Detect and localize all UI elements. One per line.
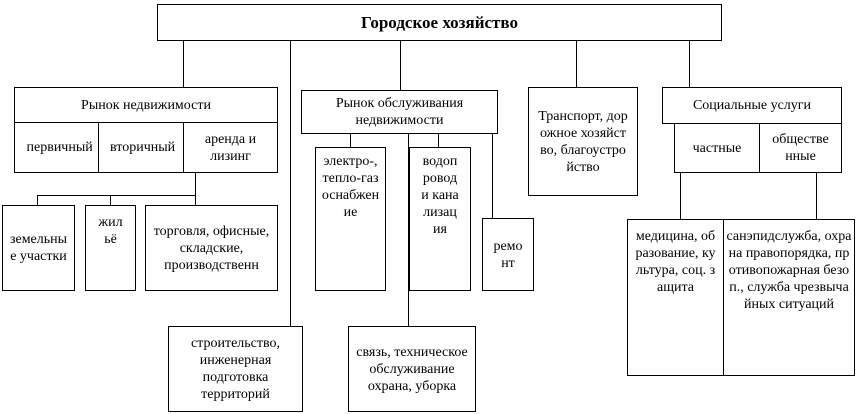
rent-label: аренда и лизинг <box>204 131 257 164</box>
water-label: водопровод и канализация <box>421 154 459 237</box>
secondary-label: вторичный <box>110 140 176 155</box>
private-list-label: медицина, образование, культура, соц. защита <box>635 229 716 295</box>
realty-market-label: Рынок недвижимости <box>81 97 211 113</box>
water-box <box>409 147 471 291</box>
construction-box <box>168 326 303 412</box>
construction-label: строительство, инженерная подготовка территорий <box>190 336 281 402</box>
land-box <box>2 205 75 291</box>
primary-label: первичный <box>26 140 93 155</box>
title-text: Городское хозяйство <box>361 13 518 32</box>
title-box <box>157 4 722 41</box>
commercial-label: торговля, офисные, складские, производственн <box>153 223 270 273</box>
public-list-box <box>723 219 855 376</box>
land-label: земельные участки <box>9 232 68 264</box>
private-label: частные <box>692 140 742 156</box>
private-list-box <box>627 219 724 376</box>
repair-box <box>482 218 534 291</box>
primary-box <box>14 122 99 173</box>
communication-label: связь, техническое обслуживание охрана, уборка <box>356 344 468 394</box>
commercial-box <box>145 205 278 291</box>
public-label: общественные <box>772 132 829 164</box>
public-list-label: санэпидслужба, охрана правопорядка, противопожарная безоп., служба чрезвычайных ситуаций <box>726 229 852 312</box>
transport-label: Транспорт, дорожное хозяйство, благоустройство <box>538 108 628 175</box>
service-market-label: Рынок обслуживания недвижимости <box>335 96 464 128</box>
social-box <box>662 87 842 124</box>
housing-box <box>85 205 136 291</box>
public-box <box>759 123 842 173</box>
rent-box <box>183 122 278 173</box>
transport-box <box>528 87 638 196</box>
communication-box <box>348 326 476 412</box>
housing-label: жильё <box>98 215 123 247</box>
realty-market-box <box>14 87 278 123</box>
private-box <box>674 123 760 173</box>
repair-label: ремонт <box>493 238 523 271</box>
energy-label: электро-, тепло-газоснабжение <box>321 154 380 220</box>
service-market-box <box>301 90 498 134</box>
secondary-box <box>98 122 184 173</box>
social-label: Социальные услуги <box>692 98 812 113</box>
energy-box <box>315 147 386 291</box>
